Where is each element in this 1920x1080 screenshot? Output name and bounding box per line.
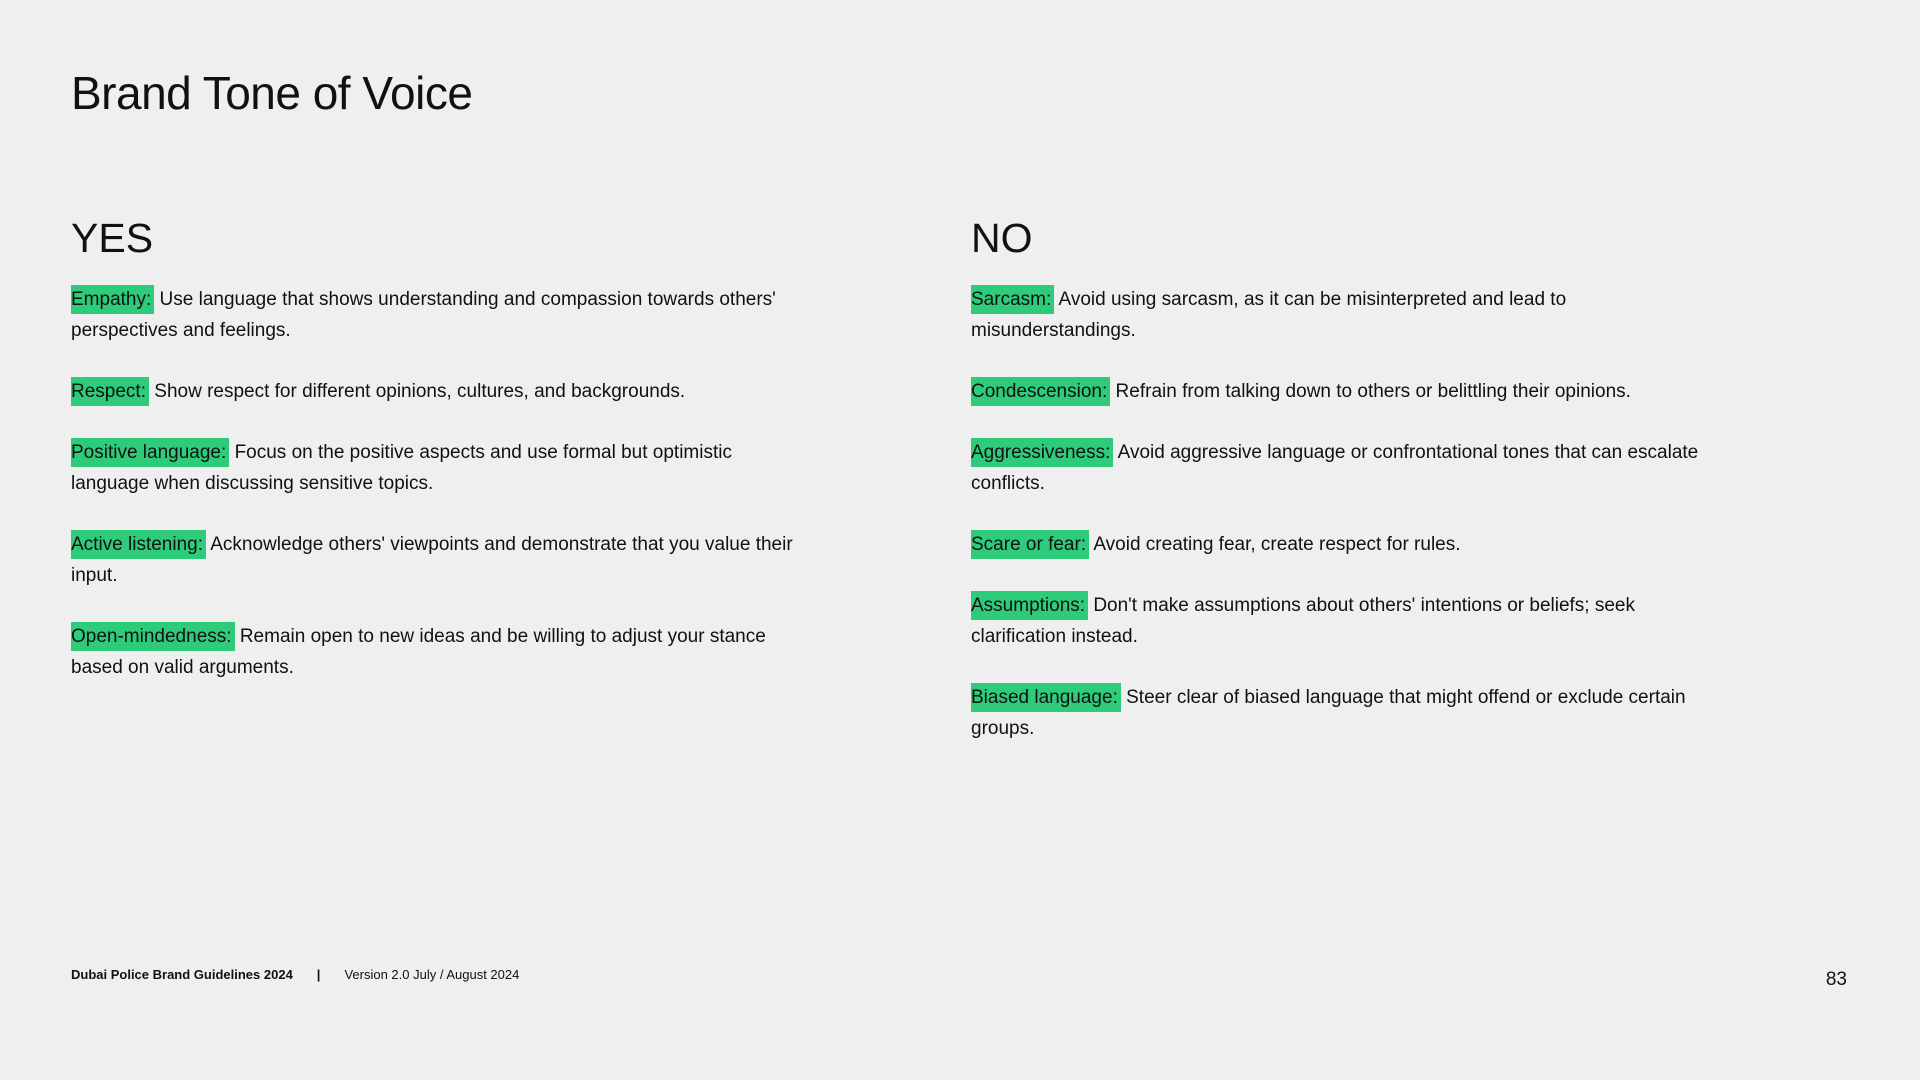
item-text: Show respect for different opinions, cultures, and backgrounds.: [154, 381, 686, 402]
no-item-sarcasm: [971, 284, 1711, 346]
no-column: [971, 212, 1711, 774]
item-text: Avoid aggressive language or confrontational tones that can escalate conflicts.: [971, 442, 1699, 494]
item-label: Positive language:: [71, 438, 229, 467]
item-label: Aggressiveness:: [971, 438, 1113, 467]
item-text: Focus on the positive aspects and use formal but optimistic language when discussing sensitive topics.: [71, 442, 732, 494]
item-text: Avoid using sarcasm, as it can be misinterpreted and lead to misunderstandings.: [971, 289, 1567, 341]
item-label: Biased language:: [971, 683, 1121, 712]
page-title: Brand Tone of Voice: [71, 67, 473, 119]
item-label: Scare or fear:: [971, 530, 1089, 559]
yes-column: [71, 212, 811, 713]
item-text: Acknowledge others' viewpoints and demonstrate that you value their input.: [71, 534, 793, 586]
item-text: Don't make assumptions about others' intentions or beliefs; seek clarification instead.: [971, 595, 1635, 647]
item-label: Empathy:: [71, 285, 154, 314]
footer: [71, 967, 519, 982]
item-text: Avoid creating fear, create respect for rules.: [1093, 534, 1461, 555]
no-item-biased-language: [971, 682, 1711, 744]
item-label: Sarcasm:: [971, 285, 1054, 314]
item-label: Assumptions:: [971, 591, 1088, 620]
item-label: Active listening:: [71, 530, 206, 559]
page-number: 83: [1825, 969, 1847, 990]
item-text: Remain open to new ideas and be willing to adjust your stance based on valid arguments.: [71, 626, 766, 678]
yes-item-active-listening: [71, 529, 811, 591]
no-item-scare-or-fear: [971, 529, 1711, 560]
no-item-condescension: [971, 376, 1711, 407]
footer-version: Version 2.0 July / August 2024: [344, 967, 520, 982]
yes-item-respect: [71, 376, 811, 407]
no-item-aggressiveness: [971, 437, 1711, 499]
item-text: Steer clear of biased language that might offend or exclude certain groups.: [971, 687, 1686, 739]
yes-item-open-mindedness: [71, 621, 811, 683]
no-heading: NO: [971, 215, 1033, 261]
item-text: Use language that shows understanding and compassion towards others' perspectives and feelings.: [71, 289, 776, 341]
item-label: Respect:: [71, 377, 149, 406]
footer-separator: |: [316, 967, 321, 982]
yes-heading: YES: [71, 215, 154, 261]
item-label: Open-mindedness:: [71, 622, 235, 651]
item-label: Condescension:: [971, 377, 1110, 406]
yes-item-empathy: [71, 284, 811, 346]
no-item-assumptions: [971, 590, 1711, 652]
yes-item-positive-language: [71, 437, 811, 499]
item-text: Refrain from talking down to others or belittling their opinions.: [1115, 381, 1631, 402]
footer-guidelines: Dubai Police Brand Guidelines 2024: [71, 967, 293, 982]
